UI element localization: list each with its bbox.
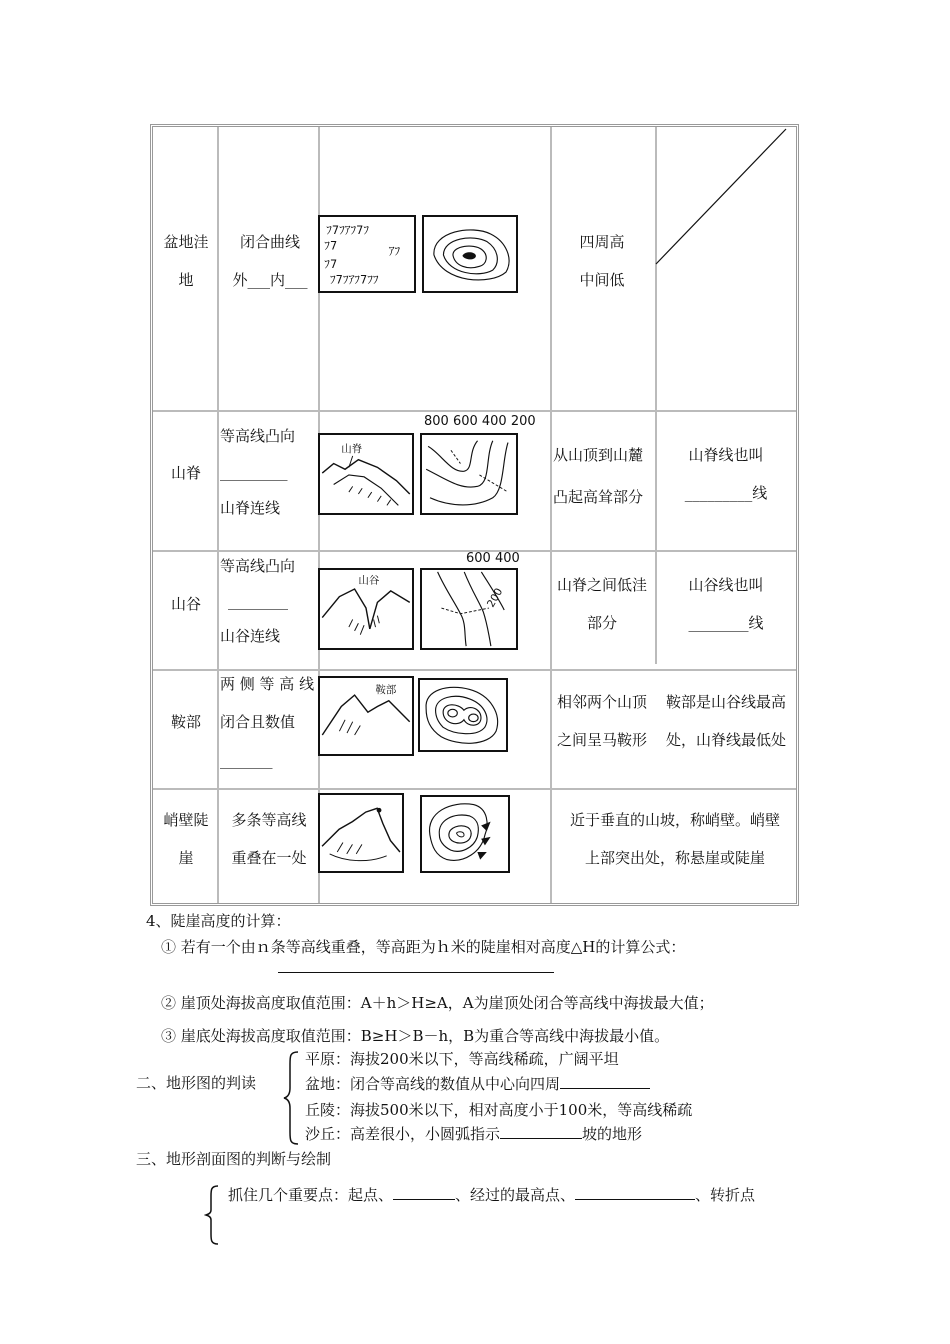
row-ridge-feature: 等高线凸向 _________ 山脊连线 — [220, 427, 296, 517]
cliff-sketch-figure — [318, 793, 404, 873]
basin-answer-blank — [560, 1088, 650, 1089]
row-cliff-name: 峭壁陡 崖 — [163, 811, 209, 867]
valley-side-value: 200 — [484, 586, 506, 610]
section-3-title: 三、地形剖面图的判断与绘制 — [136, 1150, 332, 1168]
row-basin-feature: 闭合曲线 外___内___ — [232, 233, 308, 289]
row-ridge-note: 山脊线也叫 _________线 — [684, 446, 768, 502]
row-cliff-description: 近于垂直的山坡，称峭壁。峭壁 上部突出处，称悬崖或陡崖 — [569, 811, 780, 867]
valley-contour-figure — [420, 568, 518, 650]
ridge-contour-values: 800 600 400 200 — [424, 414, 536, 429]
profile-key-points: 抓住几个重要点：起点、 、经过的最高点、 、转折点 — [228, 1186, 756, 1204]
row-ridge-description: 从山顶到山麓 凸起高耸部分 — [553, 446, 644, 506]
ridge-contour-figure — [420, 433, 518, 515]
row-saddle-name: 鞍部 — [170, 713, 201, 731]
valley-label: 山谷 — [358, 574, 380, 587]
svg-text:ﾌ7ﾌｱﾌ7ﾌ: ﾌ7ﾌｱﾌ7ﾌ — [326, 223, 370, 238]
landform-hills: 丘陵：海拔500米以下，相对高度小于100米，等高线稀疏 — [305, 1101, 693, 1119]
empty-cell-diagonal — [654, 127, 796, 267]
landform-basin: 盆地：闭合等高线的数值从中心向四周 — [305, 1073, 650, 1094]
row-valley-note: 山谷线也叫 ________线 — [688, 576, 764, 632]
dune-answer-blank — [500, 1138, 582, 1139]
profile-blank-2 — [575, 1199, 695, 1200]
cliff-formula-item-2: ② 崖顶处海拔高度取值范围：A＋h＞H≥A，A为崖顶处闭合等高线中海拔最大值； — [161, 994, 714, 1012]
saddle-label: 鞍部 — [375, 684, 397, 697]
row-saddle-note: 鞍部是山谷线最高 处，山脊线最低处 — [665, 693, 786, 749]
cliff-formula-item-1: ① 若有一个由ｎ条等高线重叠，等高距为ｈ米的陡崖相对高度△H的计算公式： — [161, 938, 686, 956]
basin-contour-figure — [422, 215, 518, 293]
cliff-formula-item-3: ③ 崖底处海拔高度取值范围：B≥H＞B－h，B为重合等高线中海拔最小值。 — [161, 1027, 670, 1045]
row-basin-description: 四周高 中间低 — [579, 233, 625, 289]
row-cliff-feature: 多条等高线 重叠在一处 — [231, 811, 307, 867]
row-basin-name: 盆地洼 地 — [163, 233, 209, 289]
svg-text:ﾌ7: ﾌ7 — [324, 257, 338, 272]
row-saddle-feature: 两 侧 等 高 线 闭合且数值 _______ — [220, 675, 315, 769]
row-valley-feature: 等高线凸向 ________ 山谷连线 — [220, 557, 296, 645]
row-valley-name: 山谷 — [170, 595, 201, 613]
landform-dune: 沙丘：高差很小，小圆弧指示 坡的地形 — [305, 1125, 643, 1143]
valley-sketch-figure — [318, 568, 414, 650]
landform-plain: 平原：海拔200米以下，等高线稀疏，广阔平坦 — [305, 1050, 619, 1068]
basin-sketch-figure — [318, 215, 416, 293]
ridge-label: 山脊 — [341, 443, 363, 456]
cliff-contour-figure — [420, 795, 510, 873]
profile-blank-1 — [393, 1199, 455, 1200]
row-saddle-description: 相邻两个山顶 之间呈马鞍形 — [556, 693, 647, 749]
ridge-sketch-figure — [318, 433, 414, 515]
svg-text:ﾌ7: ﾌ7 — [324, 238, 338, 253]
svg-text:ｱﾌ: ｱﾌ — [388, 243, 401, 258]
valley-contour-values: 600 400 — [466, 551, 520, 566]
section-2-brace — [282, 1050, 302, 1146]
formula-answer-blank — [278, 972, 554, 973]
svg-text:ﾌ7ﾌｱﾌ7ﾌﾌ: ﾌ7ﾌｱﾌ7ﾌﾌ — [330, 272, 379, 287]
cliff-height-heading: 4、陡崖高度的计算： — [146, 912, 291, 930]
section-2-title: 二、地形图的判读 — [136, 1074, 257, 1092]
section-3-brace — [204, 1184, 222, 1246]
row-valley-description: 山脊之间低洼 部分 — [556, 576, 647, 632]
saddle-sketch-figure — [318, 676, 414, 756]
saddle-contour-figure — [418, 678, 508, 752]
row-ridge-name: 山脊 — [170, 464, 201, 482]
